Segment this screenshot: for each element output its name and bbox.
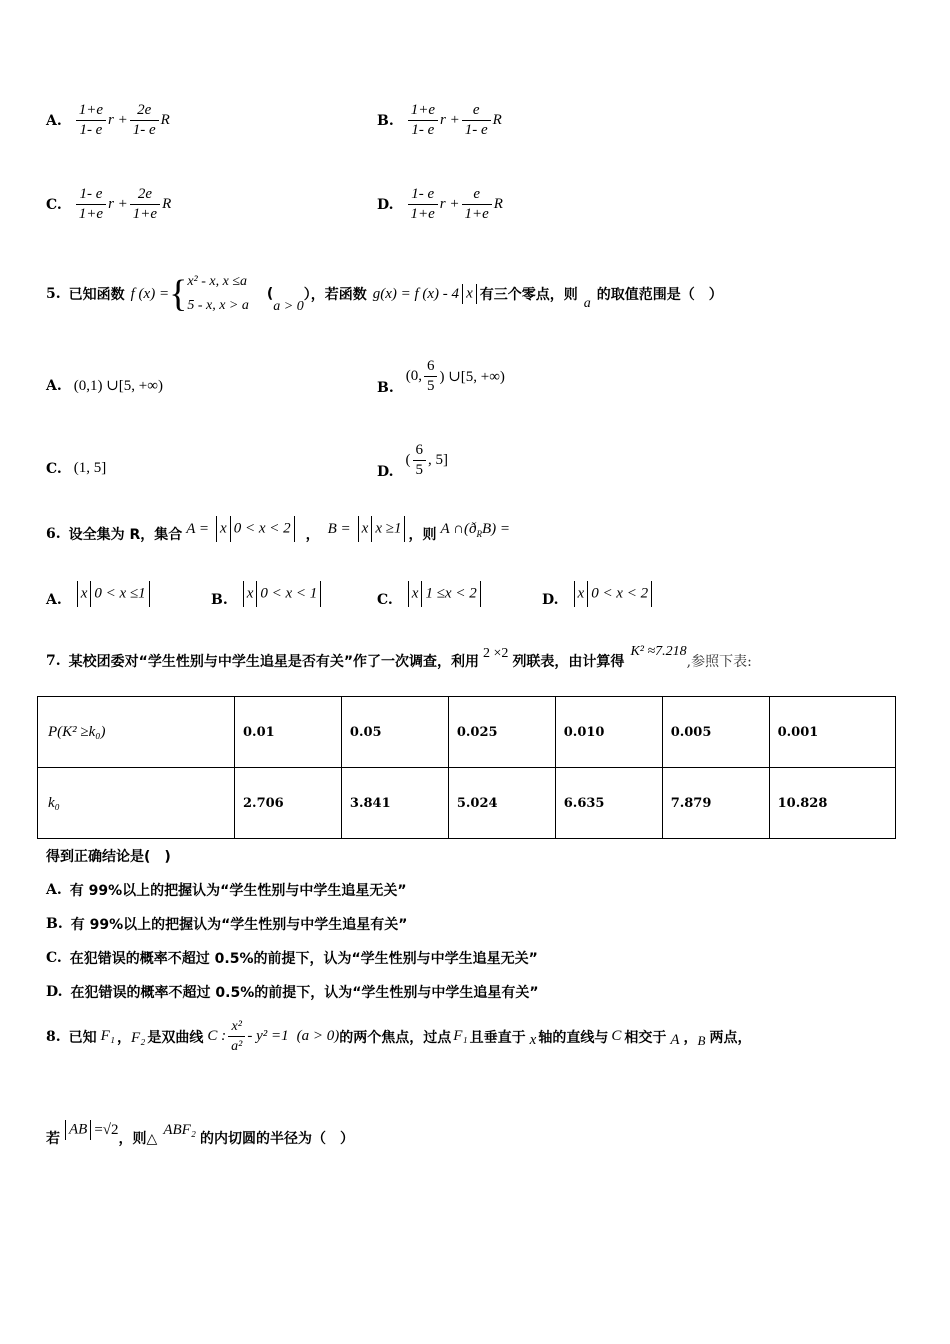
q6-stem: 6. 设全集为 R，集合 A = x 0 < x < 2 ， B = x x ≥1 ，则 A $\cap(ð_RB)$ =: [46, 524, 510, 544]
q5-option-d[interactable]: D. ( $\frac{6}{5}$ , 5]: [377, 441, 449, 480]
stem-text: 已知函数: [68, 287, 125, 303]
table-header-cell: P(K² ≥k₀): [38, 697, 235, 768]
fraction: $\frac{2e}{1- e}$: [130, 102, 159, 139]
table-cell: 0.01: [235, 697, 342, 768]
table-cell: 0.05: [341, 697, 448, 768]
set-b: x x ≥1: [355, 516, 409, 542]
q8-stem-line2: 若 AB =√2 ，则△ ABF₂ 的内切圆的半径为（ ）: [46, 1121, 355, 1147]
set-a: x 0 < x < 2: [213, 516, 298, 542]
option-label: D.: [377, 196, 394, 213]
q5-stem: 5. 已知函数 f (x) = { x² - x, x ≤a 5 - x, x > a ( a > 0 ），若函数 g(x) = f (x) - 4 x 有三个零点，则 a 的取值范围是（ ）: [46, 270, 723, 318]
q5-option-a[interactable]: A. (0,1) ∪[5, +∞): [46, 377, 163, 394]
option-label: C.: [46, 196, 62, 213]
q8-stem-line1: 8. 已知 F₁ ， F₂ 是双曲线 C : $\frac{\text{x²}}{\text{a²}}$ - y² =1 (a > 0) 的两个焦点，过点 F₁ 且垂直于 x 轴的直线与 C 相交于 A ， B 两点，: [46, 1019, 752, 1054]
question-number: 5.: [46, 286, 61, 302]
table-cell: 0.010: [555, 697, 662, 768]
condition: a > 0: [273, 299, 304, 314]
option-label: B.: [377, 112, 394, 129]
table-cell: 10.828: [769, 768, 895, 839]
q7-option-a[interactable]: A. 有 99%以上的把握认为“学生性别与中学生追星无关”: [46, 882, 407, 899]
fraction: $\frac{1+e}{1- e}$: [76, 102, 106, 139]
brace: {: [169, 273, 188, 315]
table-cell: 0.005: [662, 697, 769, 768]
table-cell: 6.635: [555, 768, 662, 839]
option-label: A.: [46, 112, 62, 129]
table-cell: 2.706: [235, 768, 342, 839]
q7-stem: 7. 某校团委对“学生性别与中学生追星是否有关”作了一次调查，利用 2 ×2 列联表，由计算得 K² ≈7.218 ,参照下表:: [46, 644, 752, 670]
table-cell: 0.001: [769, 697, 895, 768]
q6-option-a[interactable]: A. x 0 < x ≤1: [46, 580, 153, 608]
q4-option-b[interactable]: B. $\frac{1+e}{1- e}$ r + $\frac{e}{1- e}$ R: [377, 102, 502, 138]
q7-option-c[interactable]: C. 在犯错误的概率不超过 0.5%的前提下，认为“学生性别与中学生追星无关”: [46, 950, 538, 967]
q4-option-a[interactable]: A. $\frac{1+e}{1- e}$ r + $\frac{2e}{1- e}$ R: [46, 102, 170, 138]
q7-option-b[interactable]: B. 有 99%以上的把握认为“学生性别与中学生追星有关”: [46, 916, 408, 933]
q6-option-d[interactable]: D. x 0 < x < 2: [542, 580, 655, 608]
table-cell: 5.024: [448, 768, 555, 839]
q4-option-d[interactable]: D. $\frac{1- e}{1+e}$ r + $\frac{e}{1+e}$ R: [377, 186, 503, 222]
critical-value-table: [37, 696, 896, 839]
table-header-cell: k₀: [38, 768, 235, 839]
q7-option-d[interactable]: D. 在犯错误的概率不超过 0.5%的前提下，认为“学生性别与中学生追星有关”: [46, 984, 539, 1001]
fraction: $\frac{1+e}{1- e}$: [408, 102, 438, 139]
fraction: $\frac{1- e}{1+e}$: [76, 186, 106, 223]
q6-option-b[interactable]: B. x 0 < x < 1: [211, 580, 324, 608]
fraction: $\frac{1- e}{1+e}$: [408, 186, 438, 223]
fraction: $\frac{2e}{1+e}$: [130, 186, 160, 223]
q5-option-b[interactable]: B. (0, $\frac{6}{5}$ ) ∪[5, +∞): [377, 357, 505, 396]
expression: A $\cap(ð_RB)$ =: [440, 521, 510, 539]
table-row: [38, 697, 896, 768]
fraction: $\frac{e}{1- e}$: [462, 102, 491, 139]
table-cell: 3.841: [341, 768, 448, 839]
table-cell: 7.879: [662, 768, 769, 839]
q6-option-c[interactable]: C. x 1 ≤x < 2: [377, 580, 484, 608]
table-row: [38, 768, 896, 839]
q7-prompt: 得到正确结论是( ): [46, 849, 171, 865]
function-g: g(x) = f (x) - 4: [372, 285, 460, 302]
piecewise-cases: x² - x, x ≤a 5 - x, x > a: [187, 274, 249, 313]
q4-option-c[interactable]: C. $\frac{1- e}{1+e}$ r + $\frac{2e}{1+e}$ R: [46, 186, 172, 222]
fraction: $\frac{e}{1+e}$: [462, 186, 492, 223]
q5-option-c[interactable]: C. (1, 5]: [46, 460, 107, 477]
table-cell: 0.025: [448, 697, 555, 768]
function-f: f (x) =: [130, 285, 170, 302]
